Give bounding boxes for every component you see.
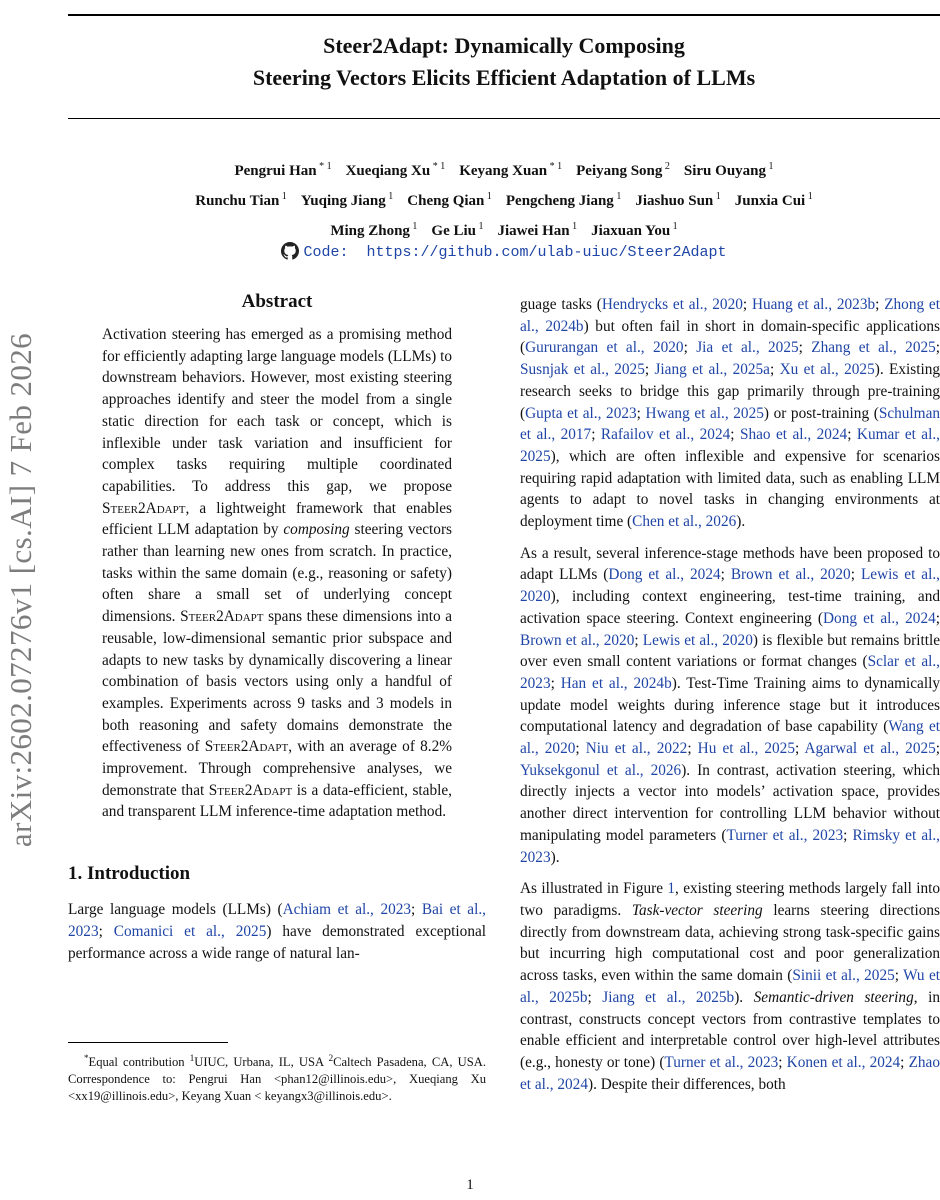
footnote-rule (68, 1042, 228, 1043)
author-name: Xueqiang Xu (345, 163, 431, 179)
citation-link[interactable]: Chen et al., 2026 (632, 513, 737, 531)
arxiv-stamp (0, 290, 42, 890)
author (195, 193, 287, 209)
text-run: ; (644, 361, 655, 379)
text-run: ; (900, 1053, 909, 1071)
method-name: Steer2Adapt (208, 781, 293, 799)
text-run: Large language models (LLMs) ( (68, 901, 283, 919)
text-run: ; (687, 740, 698, 758)
text-run: 2 (328, 1053, 334, 1063)
text-run: ; (850, 566, 861, 584)
citation-link[interactable]: Achiam et al., 2023 (282, 901, 412, 919)
method-name: Steer2Adapt (204, 738, 289, 756)
text-run: Task-vector steering (631, 901, 763, 919)
text-run: * (84, 1053, 89, 1063)
citation-link[interactable]: Brown et al., 2020 (730, 566, 851, 584)
author-name: Jiaxuan You (591, 223, 671, 239)
citation-link[interactable]: Konen et al., 2024 (786, 1053, 901, 1071)
intro-paragraph-1-cont (520, 294, 940, 533)
author (431, 223, 483, 239)
text-run: ; (935, 609, 940, 627)
citation-link[interactable]: Zhang et al., 2025 (811, 339, 936, 357)
author-affiliation-mark: * 1 (547, 161, 563, 172)
left-column (68, 288, 486, 974)
title-line-1: Steer2Adapt: Dynamically Composing (323, 33, 685, 58)
author-affiliation-mark: 1 (713, 191, 721, 202)
author-name: Pengrui Han (234, 163, 317, 179)
text-run: ; (550, 674, 561, 692)
author (346, 163, 446, 179)
author-affiliation-mark: 1 (385, 191, 394, 202)
text-run: spans these dimensions into a reusable, low-dimensional semantic prior subspace and adapts to new tasks by dynamically discovering a linear combination of basis vectors using only a handful of examples. Experiments across 9 tasks and 3 models in both reasoning and safety domains demonstrate the effectiveness of (102, 608, 452, 756)
citation-link[interactable]: Sinii et al., 2025 (792, 967, 895, 985)
citation-link[interactable]: Bai et al., 2023 (68, 901, 486, 940)
text-run: learns steering directions directly from downstream data, achieving strong task-specific gains but incurring high computational cost and poor generalization across tasks, even within the same domain ( (520, 901, 940, 985)
citation-link[interactable]: Brown et al., 2020 (520, 631, 635, 649)
text-run: ), which are often inflexible and expensive for scenarios requiring rapid adaptation with limited data, such as enabling LLM agents to adapt to novel tasks in changing environments at deployment time ( (520, 447, 940, 531)
citation-link[interactable]: Zhong et al., 2024b (520, 296, 940, 335)
citation-link[interactable]: Dong et al., 2024 (608, 566, 721, 584)
author-name: Ge Liu (431, 223, 477, 239)
citation-link[interactable]: Yuksekgonul et al., 2026 (520, 761, 682, 779)
text-run: steering vectors rather than learning new ones from scratch. In practice, tasks within the same domain (e.g., reasoning or safety) often share a small set of underlying concept dimensions. (102, 521, 452, 626)
citation-link[interactable]: Lewis et al., 2020 (642, 631, 753, 649)
citation-link[interactable]: Agarwal et al., 2025 (804, 740, 936, 758)
text-run: , a lightweight framework that enables efficient LLM adaptation by (102, 499, 452, 539)
author-name: Jiashuo Sun (635, 193, 714, 209)
author-affiliation-mark: 1 (476, 221, 484, 232)
method-name: Steer2Adapt (102, 499, 186, 517)
citation-link[interactable]: Huang et al., 2023b (751, 296, 876, 313)
text-run: ). Test-Time Training aims to dynamically update model weights during inference stage but it introduces computational latency and degradation of base capability ( (520, 674, 940, 736)
text-run: ; (935, 740, 940, 758)
arxiv-identifier: arXiv:2602.07276v1 [cs.AI] 7 Feb 2026 (3, 332, 38, 848)
citation-link[interactable]: 1 (667, 880, 676, 898)
text-run: composing (283, 521, 350, 539)
text-run: ) is flexible but remains brittle over even small content variations or format changes ( (520, 631, 940, 671)
text-run: Activation steering has emerged as a promising method for efficiently adapting large language models (LLMs) to downstream behaviors. However, most existing steering approaches identify and steer the model from a single static direction for each task or concept, which is inflexible under task variation and insufficient for complex tasks requiring multiple coordinated capabilities. To address this gap, we propose (102, 326, 452, 495)
citation-link[interactable]: Turner et al., 2023 (664, 1053, 779, 1071)
author-affiliation-mark: 1 (569, 221, 578, 232)
text-run: Semantic-driven steering (753, 988, 914, 1006)
text-run: ). In contrast, activation steering, which directly injects a vector into models’ activation space, provides another direct intervention for controlling LLM behavior without manipulating model parameters ( (520, 761, 940, 844)
author (576, 163, 670, 179)
title-top-rule (68, 14, 940, 16)
author-name: Keyang Xuan (459, 163, 548, 179)
text-run: ). Existing research seeks to bridge this gap primarily through pre-training ( (520, 361, 940, 422)
text-run: ), including context engineering, test-time training, and activation space steering. Context engineering ( (520, 588, 940, 627)
text-run: ; (587, 988, 603, 1006)
citation-link[interactable]: Hu et al., 2025 (697, 740, 795, 758)
abstract-body (102, 324, 452, 823)
author-affiliation-mark: * 1 (316, 161, 332, 172)
text-run: ; (847, 426, 857, 444)
author-affiliation-mark: 1 (670, 221, 678, 232)
author-affiliation-mark: 1 (279, 191, 287, 202)
abstract-heading: Abstract (241, 291, 313, 312)
citation-link[interactable]: Dong et al., 2024 (823, 609, 936, 627)
citation-link[interactable]: Wang et al., 2020 (520, 718, 940, 758)
citation-link[interactable]: Wu et al., 2025b (520, 967, 940, 1006)
author (407, 193, 492, 209)
author-name: Cheng Qian (407, 193, 485, 209)
citation-link[interactable]: Han et al., 2024b (560, 674, 672, 692)
text-run: , in contrast, constructs concept vectors from contrastive templates to enable efficient and interpretable control over high-level attributes (e.g., honesty or tone) ( (520, 988, 940, 1071)
author-name: Siru Ouyang (683, 163, 767, 179)
text-run: , with an average of 8.2% improvement. Through comprehensive analyses, we demonstrate that (102, 738, 453, 799)
text-run: ; (411, 901, 422, 919)
text-run: ; (720, 566, 731, 584)
citation-link[interactable]: Kumar et al., 2025 (520, 426, 940, 465)
author-name: Junxia Cui (734, 193, 806, 209)
author-row (68, 154, 940, 184)
citation-link[interactable]: Rimsky et al., 2023 (520, 826, 940, 866)
author-affiliation-mark: 1 (409, 221, 418, 232)
citation-link[interactable]: Niu et al., 2022 (585, 740, 688, 758)
text-run: ; (742, 296, 752, 313)
text-run: ; (634, 631, 643, 649)
author-name: Yuqing Jiang (300, 193, 386, 209)
author-row (68, 214, 940, 244)
github-icon (281, 242, 299, 268)
citation-link[interactable]: Susnjak et al., 2025 (520, 361, 645, 379)
code-label: Code: (303, 244, 349, 261)
author-name: Peiyang Song (576, 163, 663, 179)
text-run: ) or post-training ( (763, 404, 879, 422)
introduction-heading: 1. Introduction (68, 863, 191, 885)
citation-link[interactable]: Xu et al., 2025 (779, 361, 875, 379)
author (684, 163, 774, 179)
citation-link[interactable]: Turner et al., 2023 (726, 826, 844, 844)
text-run: ; (778, 1053, 787, 1071)
text-run: ) but often fail in short in domain-specific applications ( (520, 317, 940, 357)
text-run: ; (98, 922, 114, 940)
citation-link[interactable]: Jiang et al., 2025b (602, 988, 735, 1006)
author-name: Pengcheng Jiang (505, 193, 614, 209)
author (735, 193, 813, 209)
author (459, 163, 562, 179)
right-column (520, 294, 940, 1105)
author (635, 193, 720, 209)
page-number: 1 (466, 1177, 474, 1193)
paper-title (68, 30, 940, 94)
citation-link[interactable]: Zhao et al., 2024 (520, 1053, 940, 1093)
citation-link[interactable]: Lewis et al., 2020 (520, 566, 940, 606)
text-run: UIUC, Urbana, IL, USA (194, 1055, 329, 1070)
text-run: Equal contribution (88, 1055, 190, 1070)
text-run: ; (575, 740, 586, 758)
text-run: ; (935, 339, 940, 357)
citation-link[interactable]: Schulman et al., 2017 (520, 404, 940, 444)
intro-paragraph-1 (68, 899, 486, 964)
title-line-2: Steering Vectors Elicits Efficient Adaptation of LLMs (252, 65, 756, 90)
author (498, 223, 578, 239)
author-row (68, 184, 940, 214)
code-url-link[interactable]: https://github.com/ulab-uiuc/Steer2Adapt (366, 244, 727, 261)
text-run: is a data-efficient, stable, and transparent LLM inference-time adaptation method. (102, 781, 452, 821)
author (330, 223, 417, 239)
author-affiliation-mark: 2 (662, 161, 670, 172)
citation-link[interactable]: Gururangan et al., 2020 (525, 339, 684, 357)
code-link-line[interactable] (68, 242, 940, 268)
text-run: ). (734, 988, 754, 1006)
author-name: Ming Zhong (330, 223, 410, 239)
author-name: Runchu Tian (195, 193, 280, 209)
text-run: ) have demonstrated exceptional performance across a wide range of natural lan- (68, 922, 487, 962)
author-affiliation-mark: 1 (805, 191, 813, 202)
author-affiliation-mark: 1 (484, 191, 492, 202)
author-list (68, 154, 940, 244)
text-run: , existing steering methods largely fall into two paradigms. (520, 880, 940, 919)
text-run: As a result, several inference-stage methods have been proposed to adapt LLMs ( (520, 544, 940, 584)
citation-link[interactable]: Jiang et al., 2025a (654, 361, 770, 379)
text-run: ; (730, 426, 740, 444)
text-run: ). (736, 513, 746, 531)
citation-link[interactable]: Hendrycks et al., 2020 (601, 296, 743, 313)
text-run: 1 (189, 1053, 195, 1063)
author (301, 193, 393, 209)
text-run: ; (875, 296, 885, 313)
title-bottom-rule (68, 118, 940, 119)
citation-link[interactable]: Shao et al., 2024 (739, 426, 848, 444)
text-run: ; (683, 339, 697, 357)
author (591, 223, 678, 239)
text-run: Caltech Pasadena, CA, USA. Correspondence to: Pengrui Han <phan12@illinois.edu>, Xueqiang Xu <xx19@illinois.edu>, Keyang Xuan < keyangx3@illinois.edu>. (68, 1055, 486, 1104)
author-affiliation-mark: * 1 (430, 161, 446, 172)
citation-link[interactable]: Gupta et al., 2023 (525, 404, 637, 422)
citation-link[interactable]: Jia et al., 2025 (696, 339, 799, 357)
text-run: As illustrated in Figure (520, 880, 668, 898)
text-run: ; (794, 740, 805, 758)
author (506, 193, 621, 209)
intro-paragraph-3 (520, 878, 940, 1095)
citation-link[interactable]: Comanici et al., 2025 (113, 922, 267, 940)
citation-link[interactable]: Rafailov et al., 2024 (600, 426, 731, 444)
footnote (68, 1050, 486, 1105)
author-name: Jiawei Han (497, 223, 570, 239)
text-run: ; (769, 361, 780, 379)
author-affiliation-mark: 1 (766, 161, 774, 172)
citation-link[interactable]: Sclar et al., 2023 (520, 653, 940, 692)
text-run: ). (550, 848, 560, 866)
text-run: ; (843, 826, 853, 844)
text-run: ; (591, 426, 601, 444)
author-affiliation-mark: 1 (613, 191, 622, 202)
intro-paragraph-2 (520, 543, 940, 869)
text-run: ). Despite their differences, both (587, 1075, 786, 1093)
method-name: Steer2Adapt (180, 608, 264, 626)
text-run: ; (894, 967, 904, 985)
author (234, 163, 331, 179)
citation-link[interactable]: Hwang et al., 2025 (645, 404, 764, 422)
text-run: guage tasks ( (520, 296, 602, 313)
text-run: ; (636, 404, 646, 422)
text-run: ; (798, 339, 812, 357)
